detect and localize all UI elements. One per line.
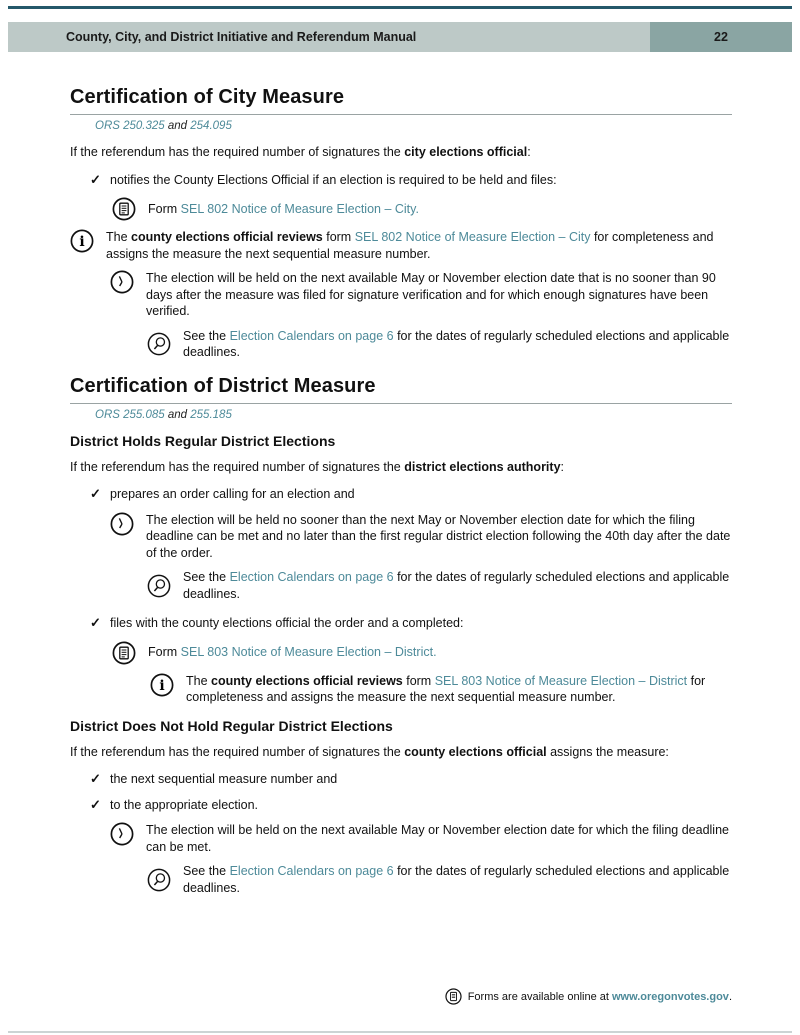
text: See the <box>183 328 230 343</box>
text: form <box>322 230 355 244</box>
text: : <box>560 459 564 474</box>
text: : <box>527 145 531 159</box>
checkmark-icon: ✓ <box>90 796 101 812</box>
see-calendar-text <box>183 863 732 896</box>
deadline-note-row <box>110 512 732 562</box>
checklist-item <box>90 797 732 814</box>
form-reference-text <box>148 644 437 661</box>
manual-title: County, City, and District Initiative and Referendum Manual <box>66 30 417 44</box>
ors-conjunction: and <box>164 408 191 421</box>
page-header <box>8 22 792 52</box>
bottom-rule <box>8 1031 792 1033</box>
magnifier-icon <box>147 332 173 356</box>
text: If the referendum has the required number of signatures the <box>70 744 405 759</box>
checkmark-icon: ✓ <box>90 615 101 630</box>
text: Form <box>148 201 181 216</box>
see-calendar-text <box>183 328 732 361</box>
ors-reference-city <box>95 120 732 132</box>
form-link[interactable]: SEL 802 Notice of Measure Election – City <box>354 230 591 244</box>
clock-icon <box>110 512 136 536</box>
page-content <box>70 86 732 904</box>
deadline-note-text: The election will be held no sooner than the next May or November election date for which the filing deadline can be met and no later than the first regular district election following the 40th day after the date of the order. <box>146 512 731 560</box>
svg-text:i: i <box>79 234 85 251</box>
checkmark-icon: ✓ <box>90 486 101 501</box>
clock-icon <box>110 270 136 294</box>
intro-paragraph-district-1 <box>70 459 732 476</box>
deadline-note-text: The election will be held on the next available May or November election date that is no sooner than 90 days after the measure was filed for signature verification and for which enough signatures have been verified. <box>146 271 716 318</box>
emphasis-text: county elections official reviews <box>131 230 323 244</box>
ors-link[interactable]: ORS 255.085 <box>95 408 165 421</box>
clock-icon <box>110 822 136 846</box>
ors-link[interactable]: ORS 250.325 <box>95 120 165 132</box>
top-rule <box>8 6 792 9</box>
election-calendars-link[interactable]: Election Calendars on page 6 <box>229 864 394 878</box>
text: See the <box>183 570 230 584</box>
text: for the dates of regularly scheduled elections and applicable deadlines. <box>183 864 730 895</box>
text: The <box>186 673 212 688</box>
form-link[interactable]: SEL 802 Notice of Measure Election – City. <box>180 201 419 216</box>
oregonvotes-link[interactable]: www.oregonvotes.gov <box>611 990 729 1003</box>
text: . <box>728 990 732 1003</box>
svg-text:i: i <box>159 677 165 694</box>
text: assigns the measure: <box>546 744 669 759</box>
info-note-row <box>70 229 732 262</box>
checklist-item <box>90 771 732 788</box>
deadline-note-text: The election will be held on the next available May or November election date for which the filing deadline can be met. <box>146 823 729 854</box>
form-reference-text <box>148 201 419 218</box>
emphasis-text: county elections official reviews <box>211 673 403 688</box>
intro-paragraph-district-2 <box>70 744 732 761</box>
ors-link[interactable]: 255.185 <box>190 408 232 421</box>
form-link[interactable]: SEL 803 Notice of Measure Election – District. <box>180 645 437 660</box>
info-icon <box>150 673 176 697</box>
form-document-icon <box>112 197 138 221</box>
emphasis-text: county elections official <box>404 744 547 759</box>
heading-district-holds-elections: District Holds Regular District Elections <box>70 432 336 449</box>
checklist-item <box>90 172 732 189</box>
form-reference-row <box>112 641 732 665</box>
checklist-item <box>90 486 732 503</box>
text: The <box>106 230 132 244</box>
see-calendar-row <box>147 569 732 602</box>
text: for completeness and assigns the measure the next sequential measure number. <box>186 673 706 704</box>
text: for completeness and assigns the measure the next sequential measure number. <box>106 230 714 261</box>
ors-conjunction: and <box>164 120 191 132</box>
text: If the referendum has the required number of signatures the <box>70 459 405 474</box>
checklist-text: prepares an order calling for an election and <box>110 487 355 501</box>
see-calendar-row <box>147 328 732 361</box>
deadline-note-row <box>110 270 732 320</box>
election-calendars-link[interactable]: Election Calendars on page 6 <box>229 570 394 584</box>
checkmark-icon: ✓ <box>90 771 101 786</box>
info-note-row <box>150 673 732 706</box>
info-note-text <box>106 229 732 262</box>
election-calendars-link[interactable]: Election Calendars on page 6 <box>229 328 394 343</box>
text: If the referendum has the required number of signatures the <box>70 145 405 159</box>
see-calendar-row <box>147 863 732 896</box>
intro-paragraph-city <box>70 144 732 161</box>
heading-district-no-regular-elections: District Does Not Hold Regular District Elections <box>70 717 393 734</box>
heading-certification-city: Certification of City Measure <box>70 86 732 115</box>
section-certification-district <box>70 375 732 897</box>
text: See the <box>183 864 230 878</box>
form-document-icon <box>112 641 138 665</box>
info-icon <box>70 229 96 253</box>
magnifier-icon <box>147 574 173 598</box>
checklist-text: notifies the County Elections Official if an election is required to be held and files: <box>110 172 557 187</box>
deadline-note-row <box>110 822 732 855</box>
ors-link[interactable]: 254.095 <box>190 120 232 132</box>
text: form <box>402 673 435 688</box>
footer-note <box>445 988 732 1005</box>
ors-reference-district <box>95 409 732 421</box>
magnifier-icon <box>147 868 173 892</box>
form-reference-row <box>112 197 732 221</box>
text: Forms are available online at <box>467 990 612 1003</box>
checklist-text: to the appropriate election. <box>110 797 259 812</box>
checklist-item <box>90 615 732 632</box>
emphasis-text: city elections official <box>404 145 528 159</box>
text: for the dates of regularly scheduled elections and applicable deadlines. <box>183 570 730 601</box>
info-note-text <box>186 673 732 706</box>
checkmark-icon: ✓ <box>90 171 101 187</box>
footer-text <box>468 991 732 1003</box>
checklist-text: files with the county elections official the order and a completed: <box>110 616 464 630</box>
section-certification-city <box>70 86 732 361</box>
page-number-box: 22 <box>650 22 792 52</box>
form-link[interactable]: SEL 803 Notice of Measure Election – District <box>434 673 688 688</box>
text: Form <box>148 645 181 660</box>
see-calendar-text <box>183 569 732 602</box>
emphasis-text: district elections authority <box>404 459 561 474</box>
form-document-icon <box>445 988 462 1005</box>
heading-certification-district: Certification of District Measure <box>70 375 732 404</box>
checklist-text: the next sequential measure number and <box>110 772 338 786</box>
text: for the dates of regularly scheduled elections and applicable deadlines. <box>183 328 730 359</box>
